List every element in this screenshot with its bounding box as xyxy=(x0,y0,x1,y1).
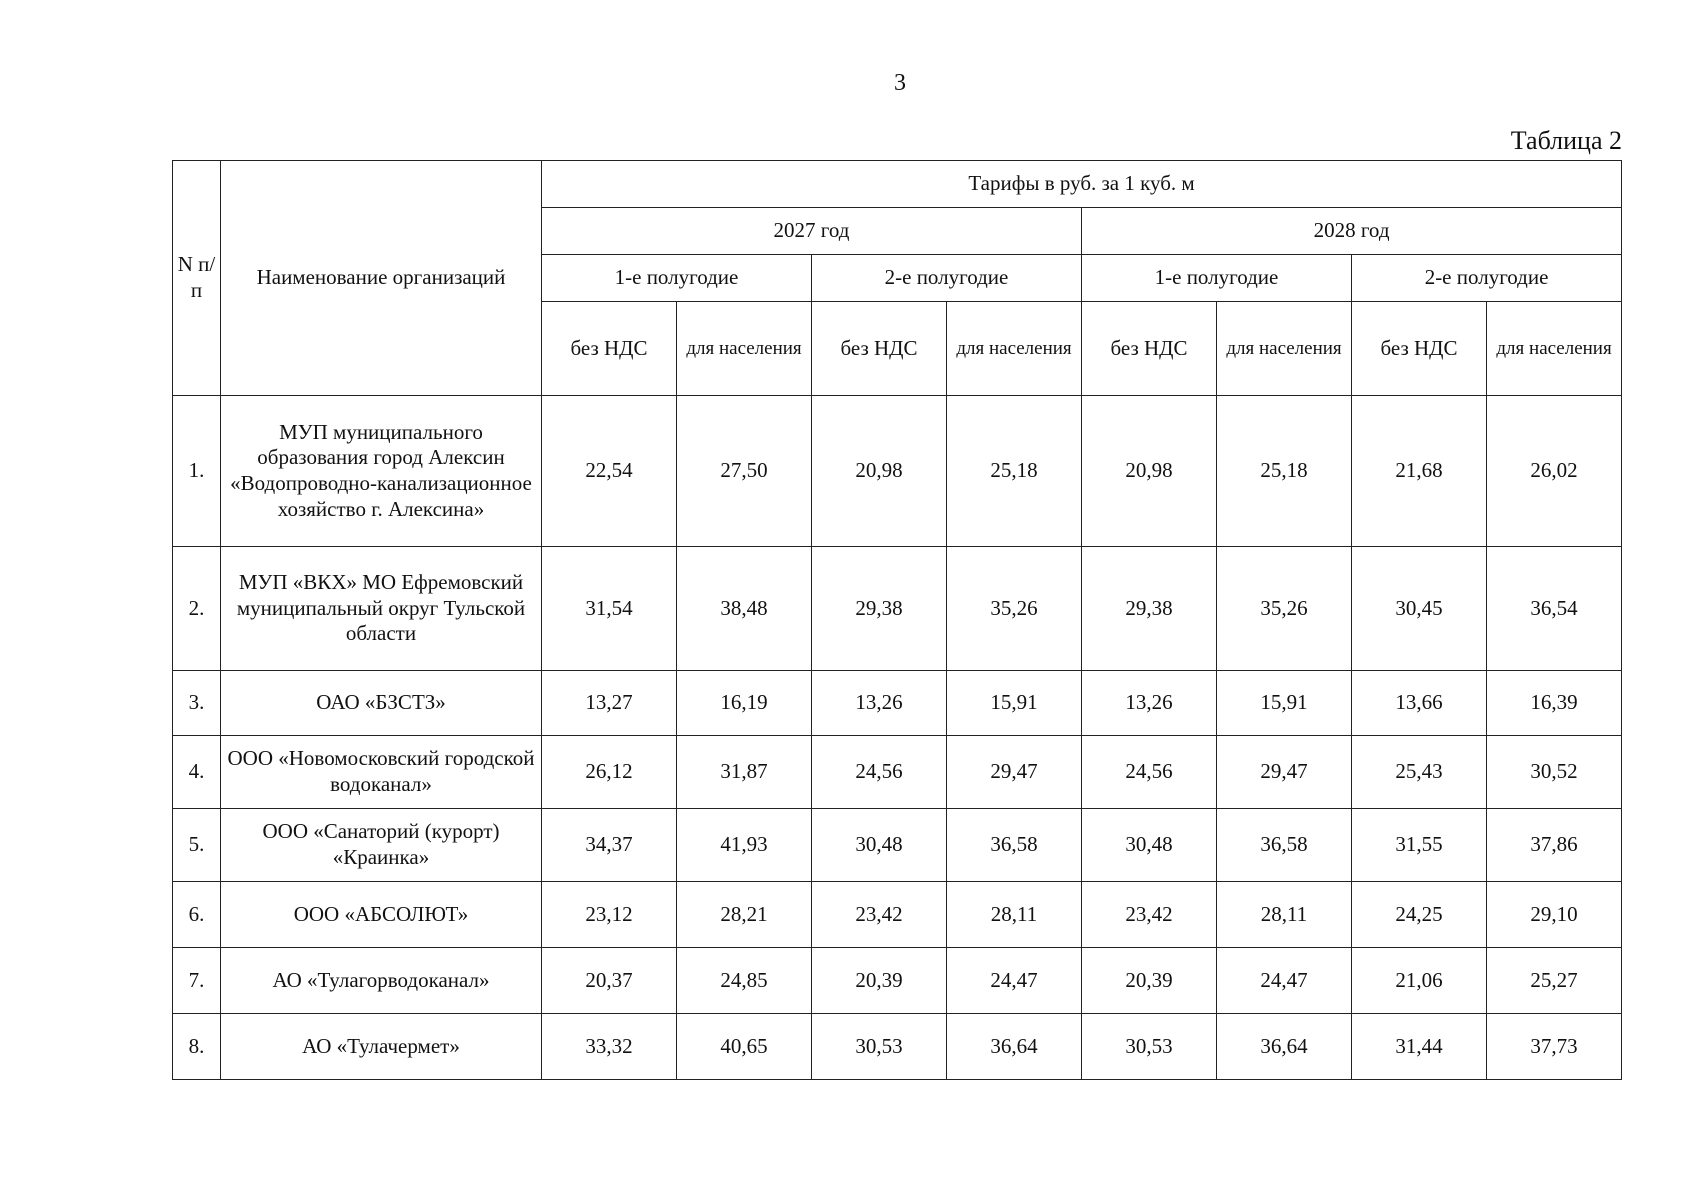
table-row xyxy=(173,736,1622,809)
tariff-cell: 30,53 xyxy=(1082,1014,1217,1080)
organization-name: МУП муниципального образования город Алексин «Водопроводно-канализационное хозяйство г. Алексина» xyxy=(221,396,542,547)
organization-name: ООО «Новомосковский городской водоканал» xyxy=(221,736,542,809)
tariff-cell: 13,27 xyxy=(542,671,677,736)
tariff-cell: 24,85 xyxy=(677,948,812,1014)
header-year-2028: 2028 год xyxy=(1082,208,1622,255)
organization-name: ООО «АБСОЛЮТ» xyxy=(221,882,542,948)
tariff-cell: 21,68 xyxy=(1352,396,1487,547)
tariff-cell: 36,58 xyxy=(1217,809,1352,882)
header-sub: для населения xyxy=(1217,302,1352,396)
tariff-cell: 20,98 xyxy=(812,396,947,547)
row-number: 7. xyxy=(173,948,221,1014)
header-tariffs: Тарифы в руб. за 1 куб. м xyxy=(542,161,1622,208)
tariff-cell: 23,42 xyxy=(812,882,947,948)
header-sub: для населения xyxy=(947,302,1082,396)
tariff-cell: 25,18 xyxy=(947,396,1082,547)
tariff-cell: 25,18 xyxy=(1217,396,1352,547)
tariff-cell: 21,06 xyxy=(1352,948,1487,1014)
header-sub: для населения xyxy=(677,302,812,396)
tariff-cell: 16,19 xyxy=(677,671,812,736)
tariff-cell: 24,56 xyxy=(812,736,947,809)
tariff-cell: 37,86 xyxy=(1487,809,1622,882)
table-row xyxy=(173,809,1622,882)
organization-name: АО «Тулачермет» xyxy=(221,1014,542,1080)
tariff-cell: 34,37 xyxy=(542,809,677,882)
tariff-cell: 29,47 xyxy=(1217,736,1352,809)
tariff-cell: 36,64 xyxy=(947,1014,1082,1080)
tariff-cell: 24,47 xyxy=(947,948,1082,1014)
header-sub: без НДС xyxy=(1352,302,1487,396)
tariff-cell: 13,26 xyxy=(812,671,947,736)
tariff-cell: 33,32 xyxy=(542,1014,677,1080)
tariff-cell: 30,48 xyxy=(812,809,947,882)
table-row xyxy=(173,671,1622,736)
tariff-cell: 27,50 xyxy=(677,396,812,547)
header-half: 2-е полугодие xyxy=(812,255,1082,302)
header-sub: без НДС xyxy=(1082,302,1217,396)
tariff-cell: 15,91 xyxy=(1217,671,1352,736)
tariff-cell: 23,42 xyxy=(1082,882,1217,948)
tariff-cell: 20,39 xyxy=(1082,948,1217,1014)
header-half: 1-е полугодие xyxy=(542,255,812,302)
tariff-cell: 20,37 xyxy=(542,948,677,1014)
tariff-table xyxy=(172,160,1622,1080)
tariff-cell: 29,47 xyxy=(947,736,1082,809)
row-number: 1. xyxy=(173,396,221,547)
tariff-cell: 26,02 xyxy=(1487,396,1622,547)
table-row xyxy=(173,882,1622,948)
tariff-cell: 31,44 xyxy=(1352,1014,1487,1080)
tariff-cell: 36,58 xyxy=(947,809,1082,882)
tariff-cell: 13,26 xyxy=(1082,671,1217,736)
row-number: 3. xyxy=(173,671,221,736)
header-sub: без НДС xyxy=(812,302,947,396)
table-row xyxy=(173,948,1622,1014)
tariff-cell: 29,38 xyxy=(812,547,947,671)
row-number: 6. xyxy=(173,882,221,948)
tariff-cell: 30,45 xyxy=(1352,547,1487,671)
organization-name: АО «Тулагорводоканал» xyxy=(221,948,542,1014)
header-number: N п/п xyxy=(173,161,221,396)
tariff-cell: 20,39 xyxy=(812,948,947,1014)
tariff-cell: 37,73 xyxy=(1487,1014,1622,1080)
header-year-2027: 2027 год xyxy=(542,208,1082,255)
header-half: 1-е полугодие xyxy=(1082,255,1352,302)
organization-name: ООО «Санаторий (курорт) «Краинка» xyxy=(221,809,542,882)
tariff-cell: 20,98 xyxy=(1082,396,1217,547)
tariff-cell: 13,66 xyxy=(1352,671,1487,736)
tariff-cell: 28,11 xyxy=(947,882,1082,948)
tariff-cell: 31,87 xyxy=(677,736,812,809)
tariff-cell: 35,26 xyxy=(1217,547,1352,671)
row-number: 2. xyxy=(173,547,221,671)
tariff-cell: 23,12 xyxy=(542,882,677,948)
table-row xyxy=(173,1014,1622,1080)
tariff-cell: 25,43 xyxy=(1352,736,1487,809)
table-row xyxy=(173,547,1622,671)
tariff-cell: 36,54 xyxy=(1487,547,1622,671)
row-number: 5. xyxy=(173,809,221,882)
tariff-cell: 38,48 xyxy=(677,547,812,671)
tariff-cell: 35,26 xyxy=(947,547,1082,671)
tariff-cell: 30,53 xyxy=(812,1014,947,1080)
tariff-cell: 24,47 xyxy=(1217,948,1352,1014)
organization-name: МУП «ВКХ» МО Ефремовский муниципальный округ Тульской области xyxy=(221,547,542,671)
page-number: 3 xyxy=(894,70,906,96)
tariff-cell: 26,12 xyxy=(542,736,677,809)
table-caption: Таблица 2 xyxy=(1510,126,1622,155)
tariff-cell: 36,64 xyxy=(1217,1014,1352,1080)
organization-name: ОАО «БЗСТЗ» xyxy=(221,671,542,736)
tariff-cell: 29,10 xyxy=(1487,882,1622,948)
tariff-cell: 30,48 xyxy=(1082,809,1217,882)
header-organization-name: Наименование организаций xyxy=(221,161,542,396)
tariff-cell: 31,55 xyxy=(1352,809,1487,882)
tariff-cell: 41,93 xyxy=(677,809,812,882)
header-sub: без НДС xyxy=(542,302,677,396)
row-number: 4. xyxy=(173,736,221,809)
tariff-cell: 24,56 xyxy=(1082,736,1217,809)
tariff-cell: 22,54 xyxy=(542,396,677,547)
tariff-cell: 25,27 xyxy=(1487,948,1622,1014)
header-half: 2-е полугодие xyxy=(1352,255,1622,302)
tariff-cell: 31,54 xyxy=(542,547,677,671)
table-row xyxy=(173,396,1622,547)
tariff-cell: 28,11 xyxy=(1217,882,1352,948)
tariff-cell: 24,25 xyxy=(1352,882,1487,948)
tariff-cell: 29,38 xyxy=(1082,547,1217,671)
tariff-cell: 16,39 xyxy=(1487,671,1622,736)
tariff-cell: 40,65 xyxy=(677,1014,812,1080)
header-sub: для населения xyxy=(1487,302,1622,396)
tariff-cell: 15,91 xyxy=(947,671,1082,736)
tariff-cell: 28,21 xyxy=(677,882,812,948)
tariff-cell: 30,52 xyxy=(1487,736,1622,809)
row-number: 8. xyxy=(173,1014,221,1080)
